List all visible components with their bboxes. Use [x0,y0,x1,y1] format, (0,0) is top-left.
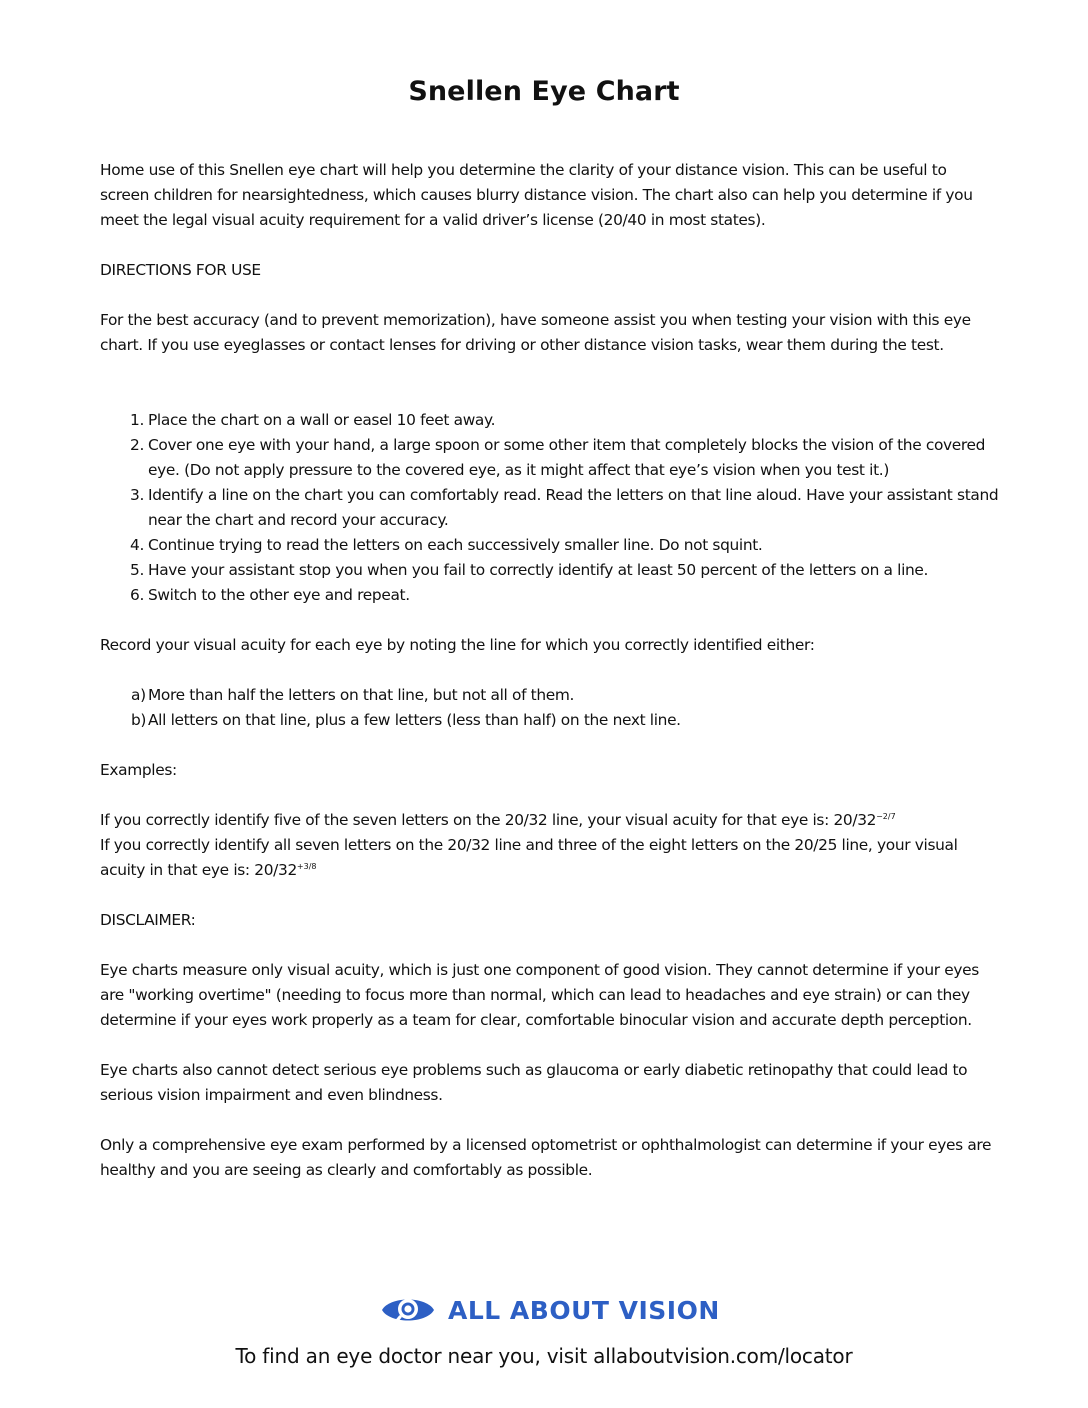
list-item [100,558,1000,583]
step-text: Identify a line on the chart you can comfortably read. Read the letters on that line aloud. Have your assistant stand near the chart and record your accuracy. [148,486,999,529]
choice-text: All letters on that line, plus a few letters (less than half) on the next line. [148,711,681,729]
directions-paragraph: For the best accuracy (and to prevent memorization), have someone assist you when testing your vision with this eye chart. If you use eyeglasses or contact lenses for driving or other distance vision tasks, wear them during the test. [100,311,971,354]
example-two-superscript: +3/8 [296,861,317,871]
document-body [100,158,1000,1208]
list-item [100,408,1000,433]
example-one-superscript: −2/7 [876,811,896,821]
step-text: Place the chart on a wall or easel 10 feet away. [148,411,496,429]
choices-list [100,683,1000,733]
footer-text: To find an eye doctor near you, visit allaboutvision.com/locator [235,1344,853,1368]
list-item [100,583,1000,608]
list-item [100,683,1000,708]
choice-text: More than half the letters on that line, but not all of them. [148,686,575,704]
directions-heading: DIRECTIONS FOR USE [100,261,261,279]
list-item [100,533,1000,558]
all-about-vision-logo [380,1292,720,1328]
record-paragraph: Record your visual acuity for each eye by noting the line for which you correctly identified either: [100,636,815,654]
step-number: 2. [130,436,144,454]
step-text: Continue trying to read the letters on each successively smaller line. Do not squint. [148,536,763,554]
choice-label: a) [131,686,146,704]
disclaimer-paragraph: Eye charts measure only visual acuity, which is just one component of good vision. They cannot determine if your eyes are "working overtime" (needing to focus more than normal, which can lead to headaches and eye strain) or can they determine if your eyes work properly as a team for clear, comfortable binocular vision and accurate depth perception. [100,961,979,1029]
step-number: 4. [130,536,144,554]
disclaimer-paragraph: Eye charts also cannot detect serious eye problems such as glaucoma or early diabetic retinopathy that could lead to serious vision impairment and even blindness. [100,1061,968,1104]
examples-heading: Examples: [100,761,177,779]
list-item [100,483,1000,533]
list-item [100,433,1000,483]
disclaimer-heading: DISCLAIMER: [100,911,196,929]
example-two-text: If you correctly identify all seven letters on the 20/32 line and three of the eight letters on the 20/25 line, your visual acuity in that eye is: 20/32 [100,836,958,879]
examples-block [100,808,1000,883]
step-text: Switch to the other eye and repeat. [148,586,410,604]
page-title: Snellen Eye Chart [408,76,680,107]
step-number: 1. [130,411,144,429]
logo-text: ALL ABOUT VISION [448,1295,720,1325]
step-number: 5. [130,561,144,579]
list-item [100,708,1000,733]
step-text: Cover one eye with your hand, a large spoon or some other item that completely blocks the vision of the covered eye. (Do not apply pressure to the covered eye, as it might affect that eye’s vision when you test it.) [148,436,986,479]
choice-label: b) [131,711,147,729]
example-one-text: If you correctly identify five of the seven letters on the 20/32 line, your visual acuity for that eye is: 20/32 [100,811,877,829]
steps-list [100,408,1000,608]
step-number: 3. [130,486,144,504]
step-text: Have your assistant stop you when you fail to correctly identify at least 50 percent of the letters on a line. [148,561,929,579]
disclaimer-paragraph: Only a comprehensive eye exam performed by a licensed optometrist or ophthalmologist can determine if your eyes are healthy and you are seeing as clearly and comfortably as possible. [100,1136,992,1179]
intro-paragraph: Home use of this Snellen eye chart will help you determine the clarity of your distance vision. This can be useful to screen children for nearsightedness, which causes blurry distance vision. The chart also can help you determine if you meet the legal visual acuity requirement for a valid driver’s license (20/40 in most states). [100,161,973,229]
step-number: 6. [130,586,144,604]
example-one [100,808,1000,833]
example-two [100,833,1000,883]
eye-magnifier-icon [380,1292,436,1328]
